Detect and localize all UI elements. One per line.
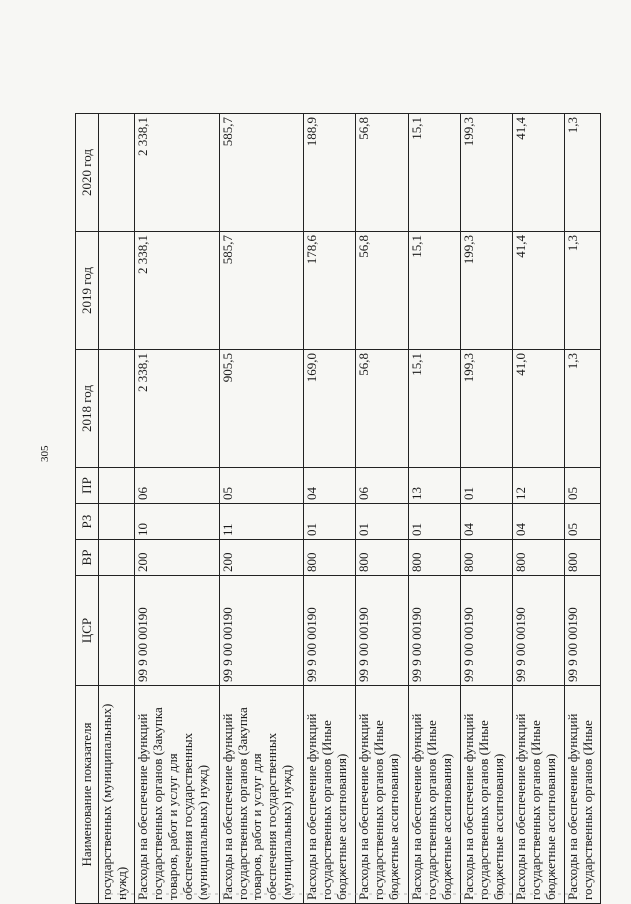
row-rz-cell — [99, 504, 135, 540]
row-2018-cell: 15,1 — [408, 350, 460, 468]
row-pr-cell: 05 — [565, 468, 601, 504]
row-csr-cell — [99, 576, 135, 686]
row-pr-cell: 05 — [219, 468, 304, 504]
table-row — [565, 114, 601, 904]
row-2019-cell: 178,6 — [304, 232, 356, 350]
row-2018-cell: 905,5 — [219, 350, 304, 468]
row-pr-cell: 12 — [512, 468, 564, 504]
row-2020-cell: 41,4 — [512, 114, 564, 232]
row-pr-cell: 13 — [408, 468, 460, 504]
row-rz-cell: 01 — [408, 504, 460, 540]
row-2019-cell: 15,1 — [408, 232, 460, 350]
header-name: Наименование показателя — [76, 686, 99, 904]
row-name-cell: Расходы на обеспечение функций государственных органов (Иные — [565, 686, 601, 904]
scan-artifact-line — [110, 893, 580, 895]
row-2018-cell — [99, 350, 135, 468]
row-name-cell: Расходы на обеспечение функций государственных органов (Иные бюджетные ассигнования) — [460, 686, 512, 904]
table-row — [512, 114, 564, 904]
budget-table — [75, 113, 601, 904]
row-rz-cell: 04 — [460, 504, 512, 540]
row-csr-cell: 99 9 00 00190 — [460, 576, 512, 686]
row-2019-cell: 41,4 — [512, 232, 564, 350]
table-row — [408, 114, 460, 904]
page-number: 305 — [39, 445, 51, 462]
table-row — [134, 114, 219, 904]
row-vr-cell — [99, 540, 135, 576]
row-vr-cell: 200 — [134, 540, 219, 576]
header-2020: 2020 год — [76, 114, 99, 232]
table-row — [99, 114, 135, 904]
row-2019-cell: 199,3 — [460, 232, 512, 350]
row-2019-cell — [99, 232, 135, 350]
header-2019: 2019 год — [76, 232, 99, 350]
row-rz-cell: 10 — [134, 504, 219, 540]
row-2018-cell: 2 338,1 — [134, 350, 219, 468]
row-name-cell: государственных (муниципальных) нужд) — [99, 686, 135, 904]
row-name-cell: Расходы на обеспечение функций государственных органов (Иные бюджетные ассигнования) — [356, 686, 408, 904]
row-2020-cell: 585,7 — [219, 114, 304, 232]
row-vr-cell: 800 — [460, 540, 512, 576]
row-rz-cell: 11 — [219, 504, 304, 540]
row-name-cell: Расходы на обеспечение функций государственных органов (Иные бюджетные ассигнования) — [408, 686, 460, 904]
row-2019-cell: 1,3 — [565, 232, 601, 350]
row-vr-cell: 200 — [219, 540, 304, 576]
header-rz: РЗ — [76, 504, 99, 540]
row-pr-cell: 06 — [356, 468, 408, 504]
row-2019-cell: 2 338,1 — [134, 232, 219, 350]
row-pr-cell: 06 — [134, 468, 219, 504]
row-csr-cell: 99 9 00 00190 — [219, 576, 304, 686]
rotated-table-sheet — [75, 114, 601, 904]
row-rz-cell: 01 — [304, 504, 356, 540]
header-csr: ЦСР — [76, 576, 99, 686]
row-2019-cell: 585,7 — [219, 232, 304, 350]
row-name-cell: Расходы на обеспечение функций государственных органов (Иные бюджетные ассигнования) — [304, 686, 356, 904]
row-2020-cell — [99, 114, 135, 232]
row-2020-cell: 2 338,1 — [134, 114, 219, 232]
row-vr-cell: 800 — [356, 540, 408, 576]
header-pr: ПР — [76, 468, 99, 504]
row-pr-cell: 01 — [460, 468, 512, 504]
table-body — [99, 114, 601, 904]
row-2020-cell: 199,3 — [460, 114, 512, 232]
row-vr-cell: 800 — [512, 540, 564, 576]
table-header-row — [76, 114, 99, 904]
row-csr-cell: 99 9 00 00190 — [512, 576, 564, 686]
row-name-cell: Расходы на обеспечение функций государственных органов (Закупка товаров, работ и услуг для обеспечения государственных (муниципальных) нужд) — [219, 686, 304, 904]
row-csr-cell: 99 9 00 00190 — [304, 576, 356, 686]
row-vr-cell: 800 — [565, 540, 601, 576]
row-pr-cell: 04 — [304, 468, 356, 504]
table-row — [219, 114, 304, 904]
row-csr-cell: 99 9 00 00190 — [408, 576, 460, 686]
row-vr-cell: 800 — [304, 540, 356, 576]
row-vr-cell: 800 — [408, 540, 460, 576]
table-row — [460, 114, 512, 904]
row-2018-cell: 169,0 — [304, 350, 356, 468]
row-rz-cell: 05 — [565, 504, 601, 540]
row-name-cell: Расходы на обеспечение функций государственных органов (Иные бюджетные ассигнования) — [512, 686, 564, 904]
row-2020-cell: 188,9 — [304, 114, 356, 232]
row-2020-cell: 56,8 — [356, 114, 408, 232]
row-rz-cell: 04 — [512, 504, 564, 540]
row-csr-cell: 99 9 00 00190 — [134, 576, 219, 686]
table-row — [356, 114, 408, 904]
row-2020-cell: 1,3 — [565, 114, 601, 232]
row-2019-cell: 56,8 — [356, 232, 408, 350]
row-2018-cell: 199,3 — [460, 350, 512, 468]
row-2020-cell: 15,1 — [408, 114, 460, 232]
row-2018-cell: 56,8 — [356, 350, 408, 468]
row-2018-cell: 1,3 — [565, 350, 601, 468]
row-rz-cell: 01 — [356, 504, 408, 540]
row-csr-cell: 99 9 00 00190 — [565, 576, 601, 686]
row-name-cell: Расходы на обеспечение функций государственных органов (Закупка товаров, работ и услуг для обеспечения государственных (муниципальных) нужд) — [134, 686, 219, 904]
row-csr-cell: 99 9 00 00190 — [356, 576, 408, 686]
row-pr-cell — [99, 468, 135, 504]
header-vr: ВР — [76, 540, 99, 576]
table-row — [304, 114, 356, 904]
row-2018-cell: 41,0 — [512, 350, 564, 468]
header-2018: 2018 год — [76, 350, 99, 468]
